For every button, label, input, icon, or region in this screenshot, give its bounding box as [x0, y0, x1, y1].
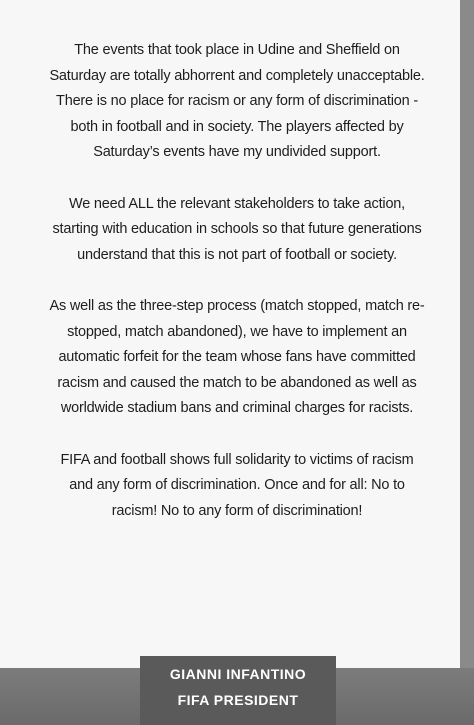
right-edge-strip [460, 0, 474, 668]
signature-title: FIFA PRESIDENT [177, 692, 299, 708]
signature-block [140, 656, 336, 725]
statement-paragraph-4: FIFA and football shows full solidarity to victims of racism and any form of discrimination. Once and for all: No to racism! No to any form of discrimination! [60, 451, 414, 519]
statement-paragraph-1: The events that took place in Udine and Sheffield on Saturday are totally abhorrent and completely unacceptable. There is no place for racism or any form of discrimination - both in football and in society. The players affected by Saturday’s events have my undivided support. [49, 42, 425, 160]
signature-name: GIANNI INFANTINO [169, 666, 307, 682]
statement-paragraph-2: We need ALL the relevant stakeholders to take action, starting with education in schools so that future generations understand that this is not part of football or society. [52, 195, 422, 263]
statement-paragraph-3: As well as the three-step process (match stopped, match re-stopped, match abandoned), we have to implement an automatic forfeit for the team whose fans have committed racism and caused the match to be abandoned as well as worldwide stadium bans and criminal charges for racists. [49, 298, 425, 416]
statement-text [48, 38, 426, 550]
